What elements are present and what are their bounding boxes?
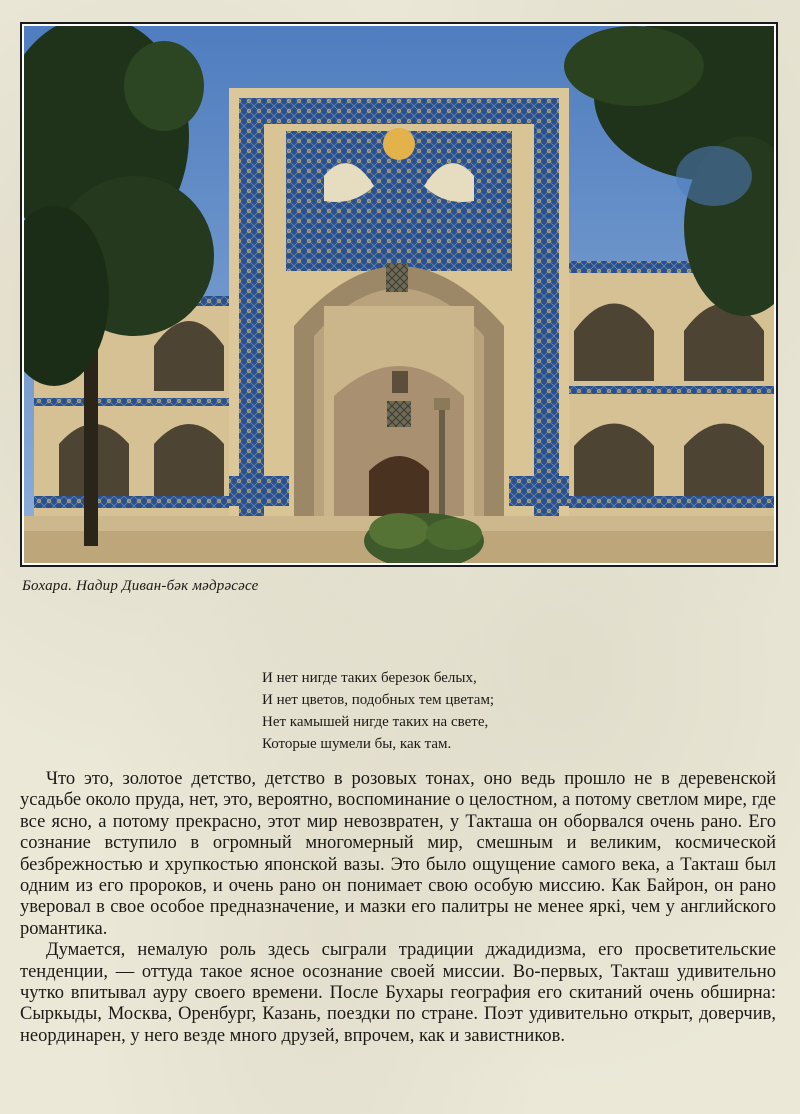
poem-line: И нет цветов, подобных тем цветам; (262, 692, 495, 708)
poem-line: Нет камышей нигде таких на свете, (262, 714, 489, 730)
paragraph: Что это, золотое детство, детство в розовых тонах, оно ведь прошло не в деревенской усадьбе около пруда, нет, это, вероятно, воспоминание о целостном, а потому светлом мире, где все ясно, а потому прекрасно, этот мир невозвратен, у Такташа он оборвался очень рано. Его сознание вступило в огромный многомерный мир, смешным и великим, космической безбрежностью и хрупкостью японской вазы. Это было ощущение самого века, а Такташ был одним из его пророков, и очень рано он понимает свою особую миссию. Как Байрон, он рано уверовал в свое особое предназначение, и мазки его палитры не менее яркі, чем у английского романтика. (20, 769, 776, 939)
door (369, 456, 429, 516)
photo-caption: Бохара. Надир Диван-бәк мәдрәсәсе (22, 578, 259, 594)
main-portal (229, 88, 569, 516)
bush (364, 513, 484, 563)
madrasa-photo (24, 26, 774, 563)
body-text (20, 769, 776, 1047)
poem-line: И нет нигде таких березок белых, (262, 670, 477, 686)
paragraph: Думается, немалую роль здесь сыграли традиции джадидизма, его просветительские тенденции, — оттуда такое ясное осознание своей миссии. Во-первых, Такташ удивительно чутко впитывал ауру своего времени. После Бухары география его скитаний очень обширна: Сыркыды, Москва, Оренбург, Казань, поездки по стране. Поэт удивительно открыт, доверчив, неординарен, у него везде много друзей, впрочем, как и завистников. (20, 940, 776, 1046)
photo-frame (20, 22, 778, 567)
poem-line: Которые шумели бы, как там. (262, 736, 452, 752)
poem (262, 667, 494, 755)
